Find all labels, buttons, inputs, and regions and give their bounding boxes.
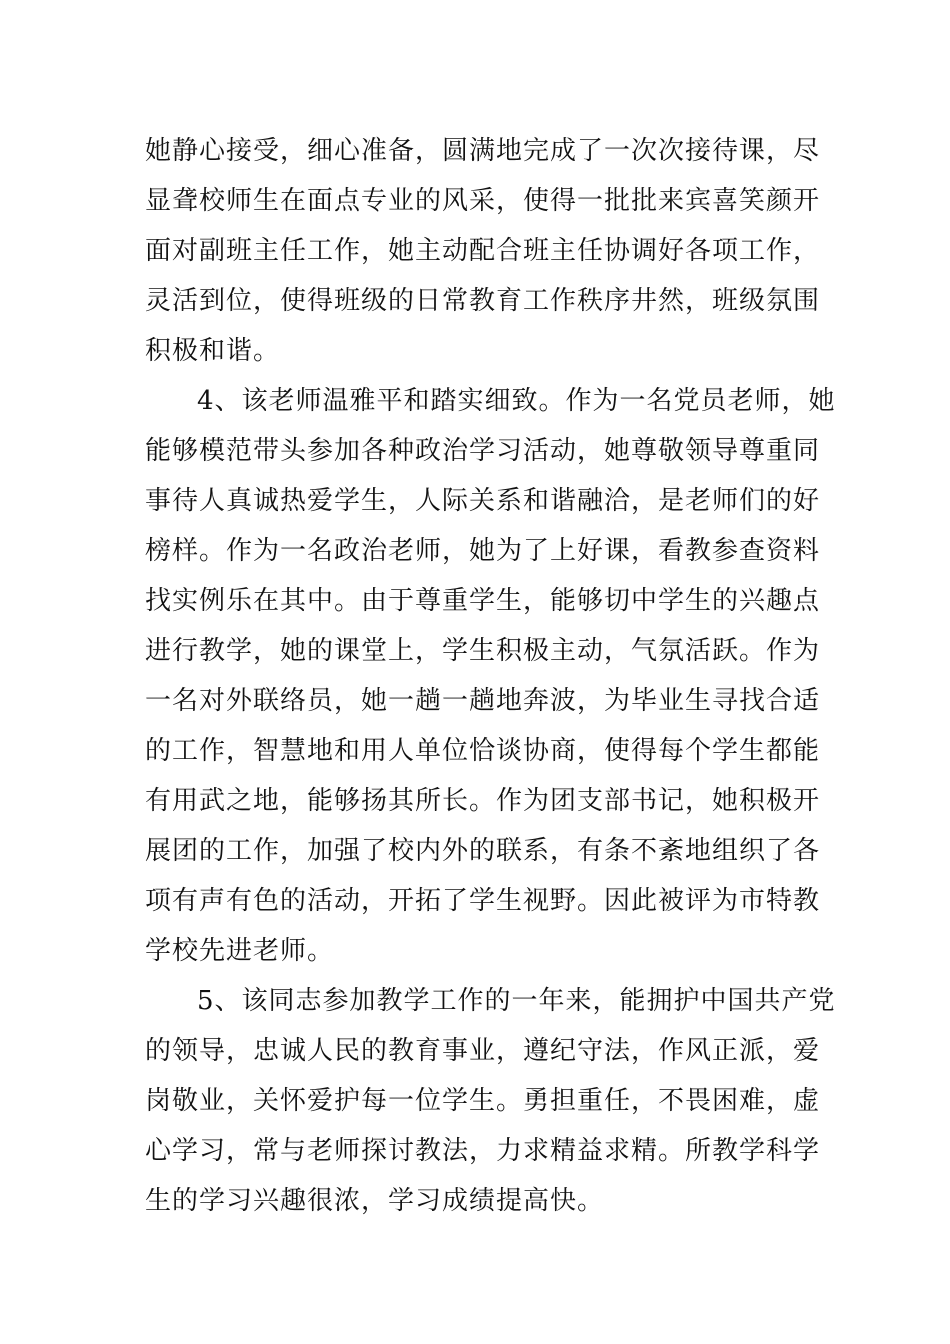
text-line: 积极和谐。 [145, 336, 281, 366]
text-line: 项有声有色的活动，开拓了学生视野。因此被评为市特教 [145, 886, 821, 916]
text-line: 进行教学，她的课堂上，学生积极主动，气氛活跃。作为 [145, 636, 821, 666]
text-line: 的领导，忠诚人民的教育事业，遵纪守法，作风正派，爱 [145, 1036, 821, 1066]
text-line: 显聋校师生在面点专业的风采，使得一批批来宾喜笑颜开 [145, 186, 821, 216]
text-line: 面对副班主任工作，她主动配合班主任协调好各项工作， [145, 236, 821, 266]
text-line: 榜样。作为一名政治老师，她为了上好课，看教参查资料 [145, 536, 821, 566]
text-line: 的工作，智慧地和用人单位恰谈协商，使得每个学生都能 [145, 736, 821, 766]
document-body [145, 126, 836, 1226]
text-line: 学校先进老师。 [145, 936, 335, 966]
text-line: 她静心接受，细心准备，圆满地完成了一次次接待课，尽 [145, 136, 821, 166]
text-line: 有用武之地，能够扬其所长。作为团支部书记，她积极开 [145, 786, 821, 816]
text-line: 事待人真诚热爱学生，人际关系和谐融洽，是老师们的好 [145, 486, 821, 516]
paragraph-5-start: 5、该同志参加教学工作的一年来，能拥护中国共产党 [197, 986, 836, 1016]
text-line: 能够模范带头参加各种政治学习活动，她尊敬领导尊重同 [145, 436, 821, 466]
text-line: 生的学习兴趣很浓，学习成绩提高快。 [145, 1186, 605, 1216]
paragraph-4-start: 4、该老师温雅平和踏实细致。作为一名党员老师，她 [197, 386, 836, 416]
text-line: 一名对外联络员，她一趟一趟地奔波，为毕业生寻找合适 [145, 686, 821, 716]
text-line: 灵活到位，使得班级的日常教育工作秩序井然，班级氛围 [145, 286, 821, 316]
text-line: 岗敬业，关怀爱护每一位学生。勇担重任，不畏困难，虚 [145, 1086, 821, 1116]
text-line: 心学习，常与老师探讨教法，力求精益求精。所教学科学 [145, 1136, 821, 1166]
text-line: 展团的工作，加强了校内外的联系，有条不紊地组织了各 [145, 836, 821, 866]
text-line: 找实例乐在其中。由于尊重学生，能够切中学生的兴趣点 [145, 586, 821, 616]
